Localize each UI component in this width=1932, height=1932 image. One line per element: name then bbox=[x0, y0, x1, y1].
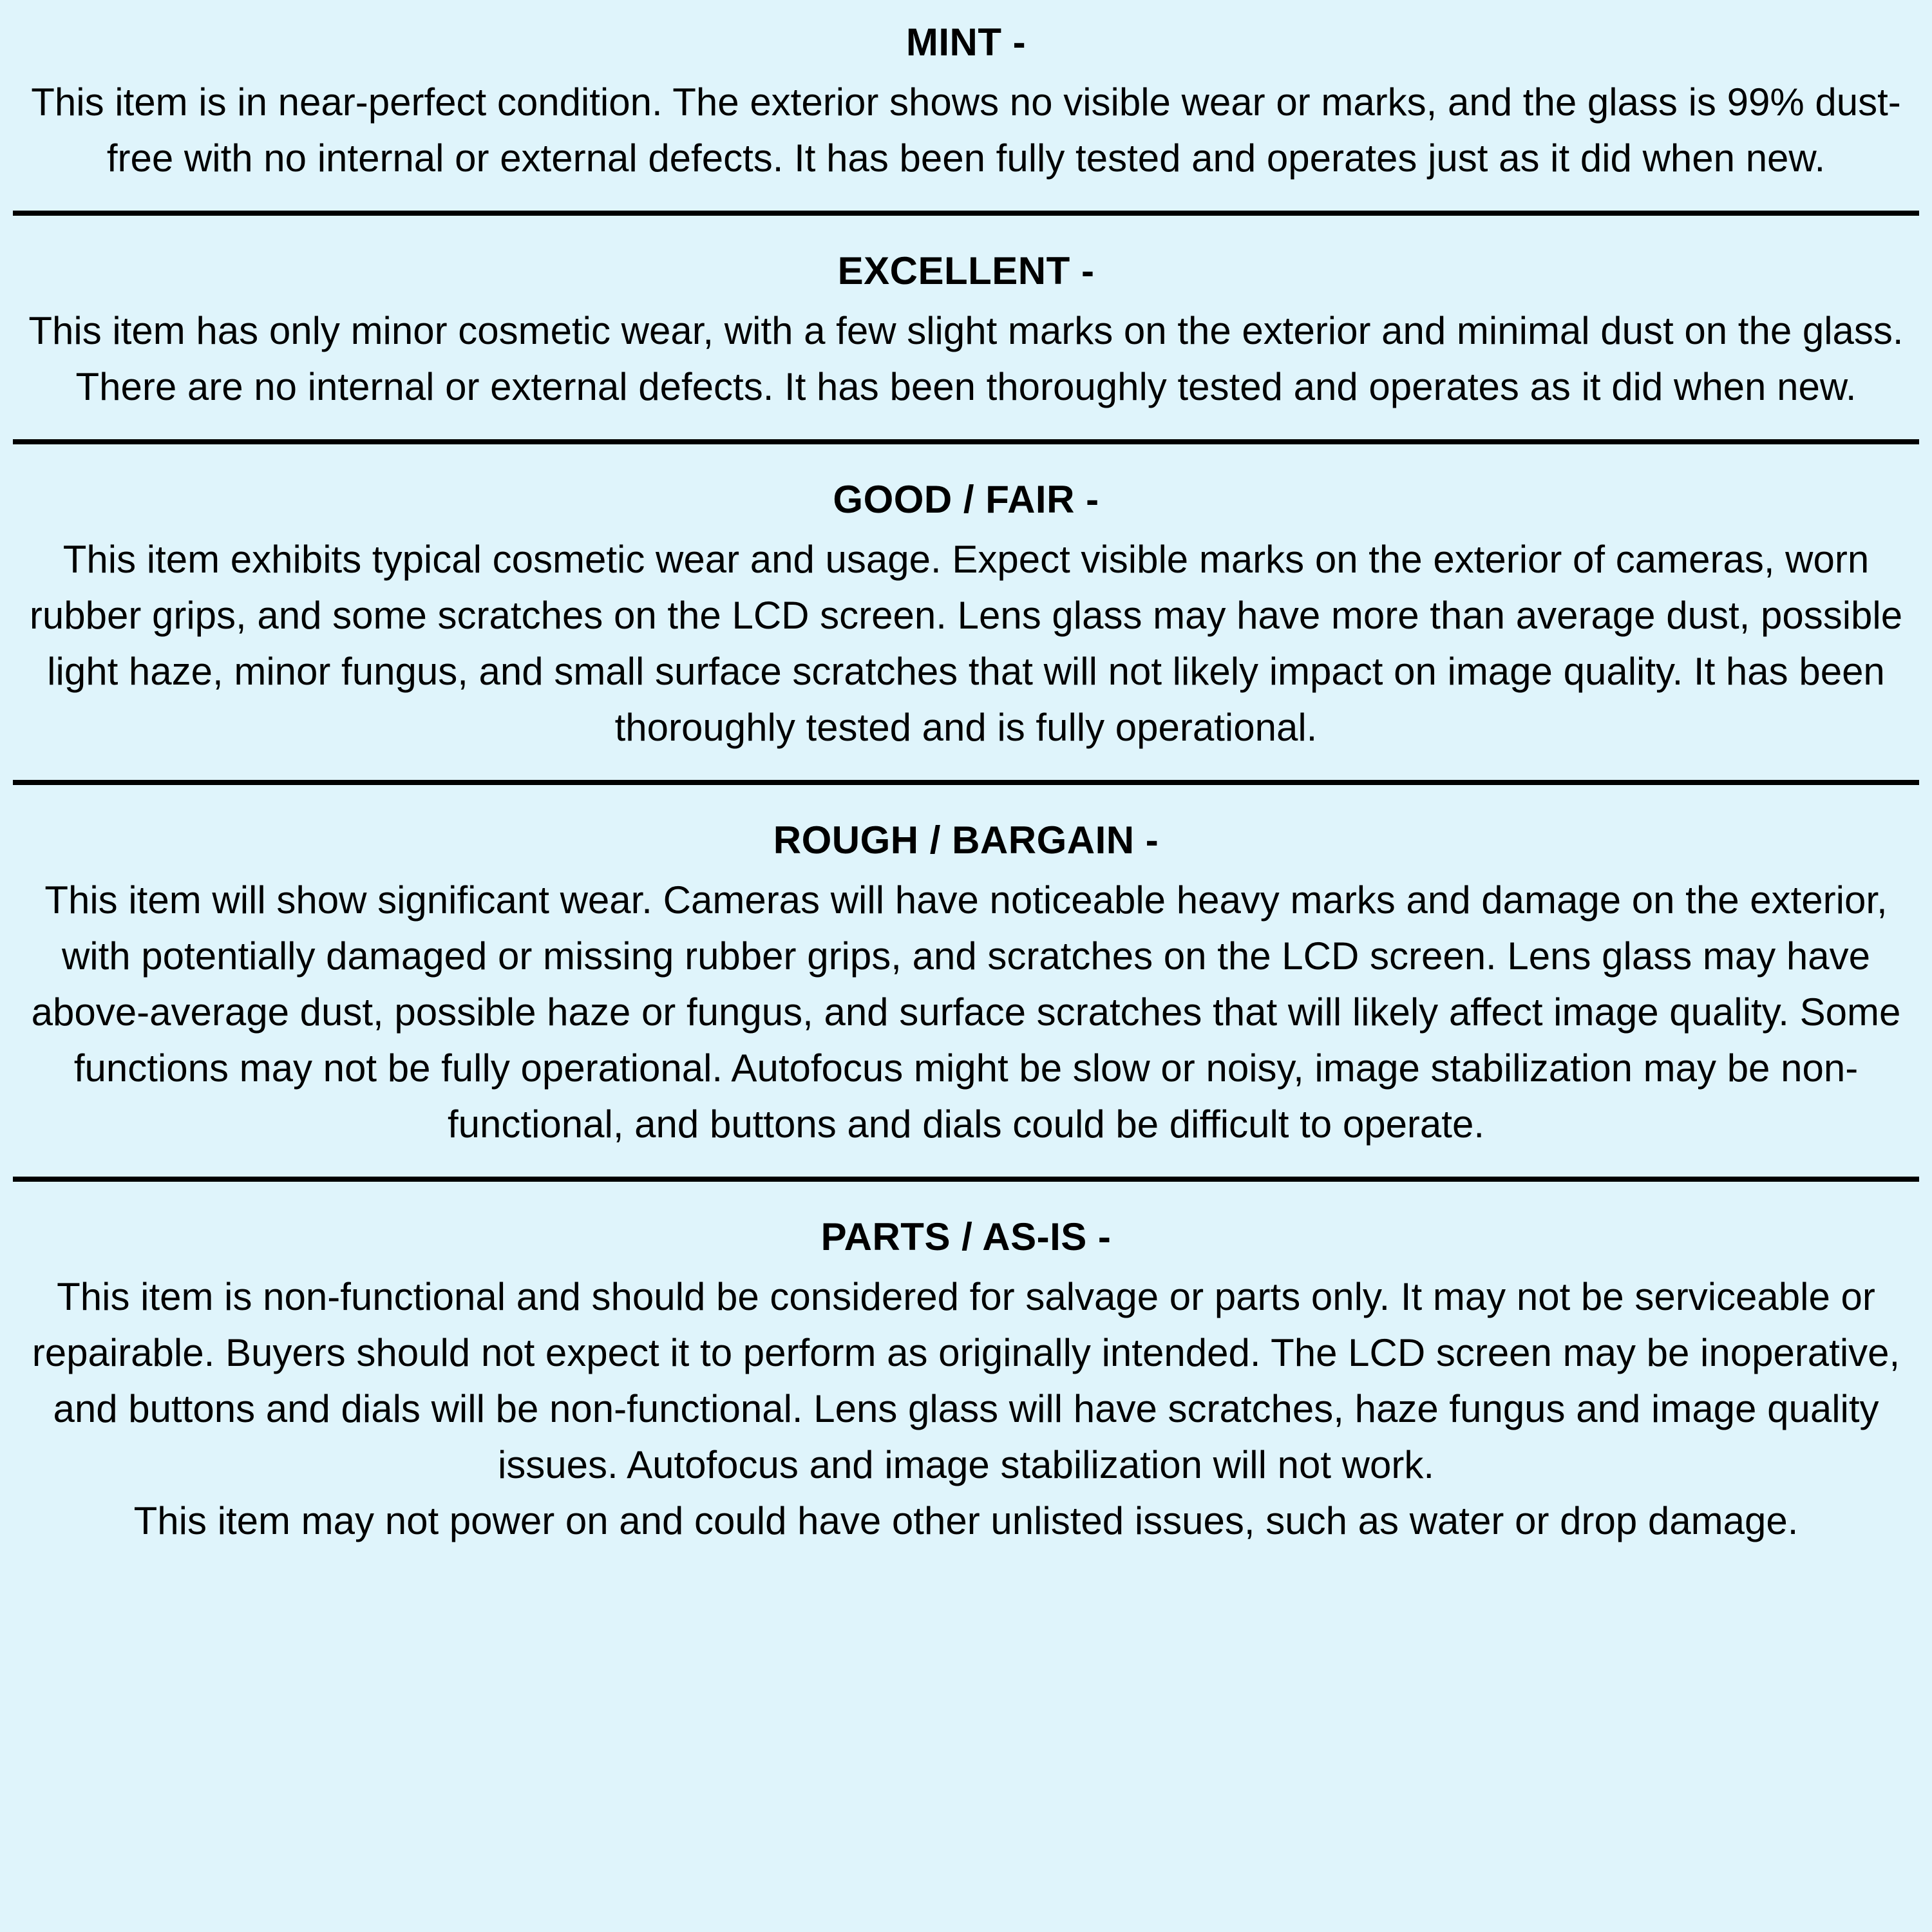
section-divider bbox=[13, 780, 1919, 785]
section-heading-rough-bargain: ROUGH / BARGAIN - bbox=[773, 819, 1159, 862]
section-paragraph: This item is in near-perfect condition. The exterior shows no visible wear or marks, and the glass is 99% dust-free with no internal or external defects. It has been fully tested and operates just as it did when new. bbox=[31, 80, 1901, 180]
section-good-fair bbox=[0, 444, 1932, 780]
section-mint bbox=[0, 0, 1932, 211]
section-heading-mint: MINT - bbox=[905, 21, 1027, 64]
section-excellent bbox=[0, 216, 1932, 439]
section-divider bbox=[13, 211, 1919, 216]
section-divider bbox=[13, 439, 1919, 444]
section-divider bbox=[13, 1177, 1919, 1182]
section-paragraph: This item exhibits typical cosmetic wear and usage. Expect visible marks on the exterior of cameras, worn rubber grips, and some scratches on the LCD screen. Lens glass may have more than average dust, possible light haze, minor fungus, and small surface scratches that will not likely impact on image quality. It has been thoroughly tested and is fully operational. bbox=[29, 538, 1903, 749]
section-paragraph: This item is non-functional and should be considered for salvage or parts only. It may not be serviceable or repairable. Buyers should not expect it to perform as originally intended. The LCD screen may be inoperative, and buttons and dials will be non-functional. Lens glass will have scratches, haze fungus and image quality issues. Autofocus and image stabilization will not work. bbox=[32, 1275, 1900, 1486]
section-paragraph: This item may not power on and could have other unlisted issues, such as water or drop damage. bbox=[133, 1499, 1799, 1542]
section-heading-parts-as-is: PARTS / AS-IS - bbox=[820, 1215, 1112, 1258]
section-paragraph: This item will show significant wear. Cameras will have noticeable heavy marks and damage on the exterior, with potentially damaged or missing rubber grips, and scratches on the LCD screen. Lens glass may have above-average dust, possible haze or fungus, and surface scratches that will likely affect image quality. Some functions may not be fully operational. Autofocus might be slow or noisy, image stabilization may be non-functional, and buttons and dials could be difficult to operate. bbox=[31, 878, 1901, 1146]
section-paragraph: This item has only minor cosmetic wear, with a few slight marks on the exterior and minimal dust on the glass. There are no internal or external defects. It has been thoroughly tested and operates as it did when new. bbox=[28, 309, 1904, 408]
section-heading-good-fair: GOOD / FAIR - bbox=[833, 478, 1099, 521]
section-heading-excellent: EXCELLENT - bbox=[837, 249, 1095, 292]
section-parts-as-is bbox=[0, 1182, 1932, 1573]
section-rough-bargain bbox=[0, 785, 1932, 1177]
